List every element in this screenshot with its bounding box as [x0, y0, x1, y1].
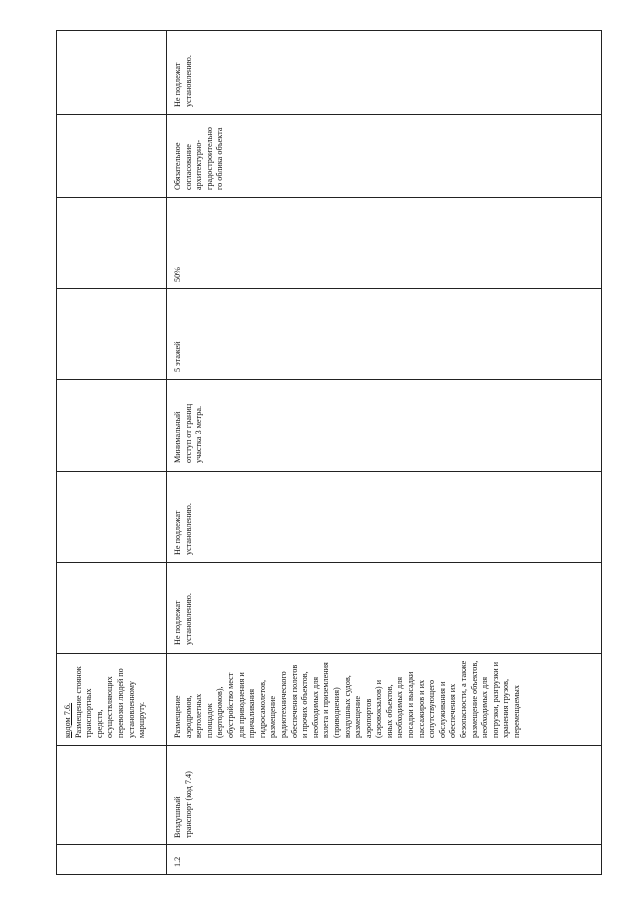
table-divider — [57, 844, 601, 845]
row-number: 1.2 — [173, 856, 182, 867]
table-divider — [57, 197, 601, 198]
use-name-cell: Воздушный транспорт (код 7.4) — [173, 771, 193, 838]
other-params-cell: Обязательное согласование архитектурно- градостроительно го облика объекта — [173, 127, 225, 190]
prev-description-text: Размещение стоянок транспортных средств, осуществляющих перевозки людей по установленному маршруту. — [73, 666, 147, 738]
max-area-cell: Не подлежат установлению. — [173, 503, 193, 555]
regulations-table — [56, 30, 602, 875]
prev-description-cell — [63, 646, 148, 738]
floors-cell: 5 этажей — [173, 341, 182, 372]
table-divider — [57, 379, 601, 380]
min-area-cell: Не подлежат установлению. — [173, 593, 193, 645]
setback-cell: Минимальный отступ от границ участка 3 метра. — [173, 403, 204, 463]
use-description-cell: Размещение аэродромов, вертолетных площадок (вертодромов), обустройство мест для приводнения и причаливания гидросамолетов, размещение радиотехнического обеспечения полетов и прочих объектов, необходимых для взлета и приземления (приводнения) воздушных судов, размещение аэропортов (аэровокзалов) и иных объектов, необходимых для посадки и высадки пассажиров и их сопутствующего обслуживания и обеспечения их безопасности, а также размещение объектов, необходимых для погрузки, разгрузки и хранения грузов, перемещаемых — [173, 660, 521, 738]
table-divider — [57, 745, 601, 746]
restrictions-cell: Не подлежат установлению. — [173, 55, 193, 107]
table-divider — [166, 31, 167, 874]
table-divider — [57, 288, 601, 289]
prev-description-ref: кодом 7.6. — [63, 702, 72, 738]
table-divider — [57, 471, 601, 472]
coverage-cell: 50% — [173, 266, 182, 282]
table-divider — [57, 114, 601, 115]
table-divider — [57, 562, 601, 563]
